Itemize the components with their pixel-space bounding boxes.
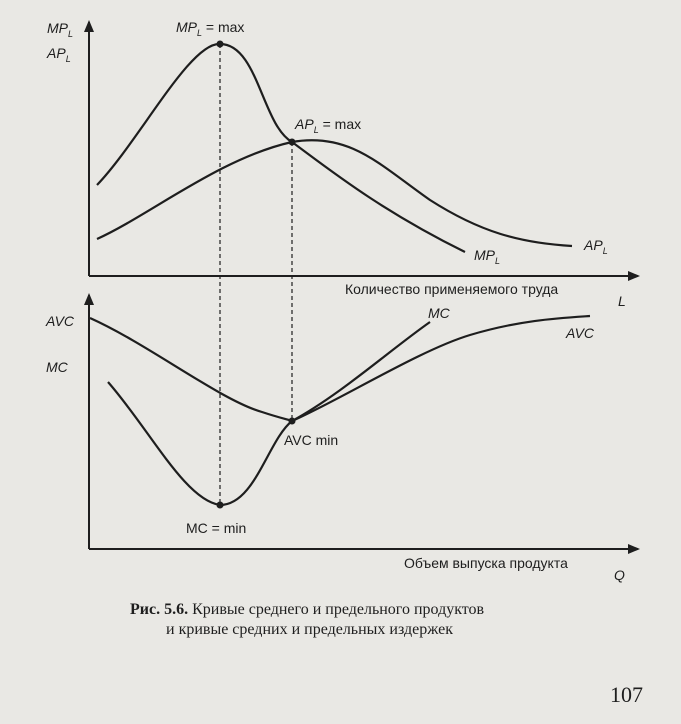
avc-curve-label: AVC [566,325,595,341]
figure-caption [130,600,570,640]
mp-curve-label: $MP_L$ [474,247,501,266]
mc-min-label: MC = min [186,520,247,536]
top-x-axis-symbol: L [618,293,626,309]
ap-max-label: $AP_L = \max$ [295,116,362,135]
top-y-label-mp: $MP_L$ [47,20,74,39]
top-y-label-ap: $AP_L$ [47,45,71,64]
mp-max-label: $MP_L = \max$ [176,19,245,38]
caption-line-2: и кривые средних и предельных издержек [166,621,453,638]
figure-number: Рис. 5.6. [130,601,189,618]
caption-line-1: Кривые среднего и предельного продуктов [188,601,485,618]
mc-curve-label: MC [428,305,450,321]
avc-min-label: AVC min [284,432,339,448]
mp-curve [97,44,465,252]
bottom-y-label-mc: MC [46,359,68,375]
ap-curve-label: $AP_L$ [584,237,608,256]
page-number: 107 [610,682,643,707]
bottom-x-axis-symbol: Q [614,567,625,583]
bottom-x-axis-label: Объем выпуска продукта [404,555,568,571]
bottom-y-label-avc: AVC [46,313,75,329]
top-x-axis-label: Количество применяемого труда [345,281,559,297]
ap-curve [97,140,572,246]
avc-min-point [289,418,296,425]
avc-curve [90,316,590,421]
mc-min-point [217,502,224,509]
